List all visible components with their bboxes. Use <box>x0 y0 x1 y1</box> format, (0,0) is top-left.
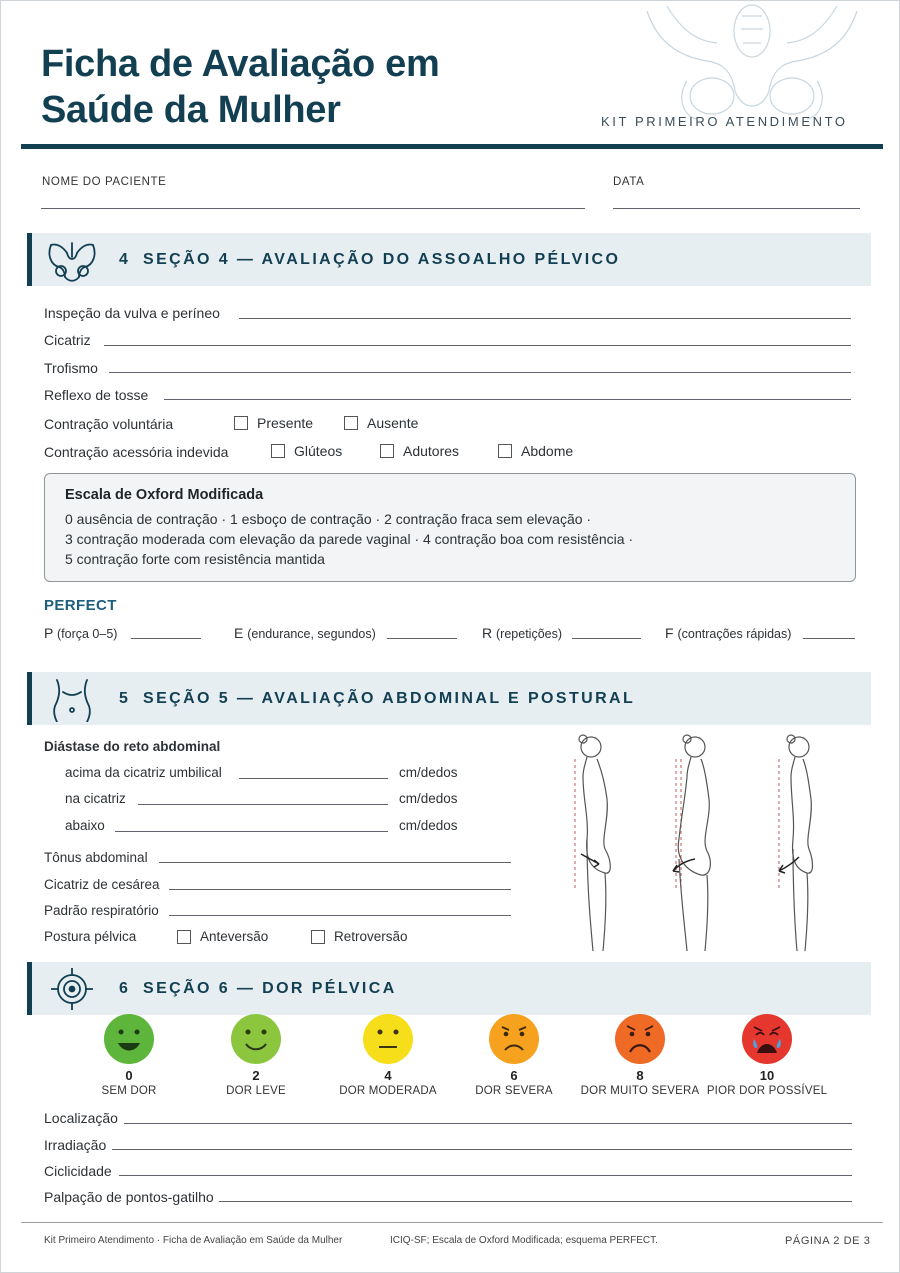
perfect-title: PERFECT <box>44 597 117 614</box>
checkbox-retroversion[interactable] <box>311 929 408 944</box>
section-4-number: 4 <box>119 251 130 268</box>
kit-label: KIT PRIMEIRO ATENDIMENTO <box>601 114 848 129</box>
footer-divider <box>21 1222 883 1223</box>
date-field[interactable] <box>613 208 860 209</box>
perfect-p-label <box>44 625 117 641</box>
diastasis-below-line[interactable] <box>115 831 388 832</box>
face-10-icon <box>742 1014 792 1064</box>
perfect-e-line[interactable] <box>387 638 457 639</box>
checkbox[interactable] <box>271 444 285 458</box>
voluntary-contraction-label: Contração voluntária <box>44 416 174 432</box>
checkbox-absent[interactable] <box>344 415 418 431</box>
vulva-inspection-line[interactable] <box>239 318 851 319</box>
field-scar <box>44 332 91 348</box>
footer-page-number: PÁGINA 2 DE 3 <box>785 1235 871 1247</box>
pain-value-0: 0 <box>125 1068 133 1083</box>
title-line-1: Ficha de Avaliação em <box>41 43 440 85</box>
pain-scale-faces <box>91 1011 811 1071</box>
field-abdominal-tone: Tônus abdominal <box>44 850 148 865</box>
field-label: Reflexo de tosse <box>44 387 149 403</box>
cyclicity-line[interactable] <box>119 1175 852 1176</box>
page-title <box>41 41 440 133</box>
section-4-header <box>27 233 871 286</box>
section-6-title: SEÇÃO 6 — DOR PÉLVICA <box>143 980 397 997</box>
perfect-r-label <box>482 625 562 641</box>
date-label: DATA <box>613 176 645 188</box>
checkbox-adutores[interactable] <box>380 443 459 459</box>
posture-figure-retroversion <box>779 735 813 951</box>
face-8-icon <box>615 1014 665 1064</box>
field-label: Cicatriz <box>44 332 91 348</box>
field-trigger-points: Palpação de pontos-gatilho <box>44 1189 214 1205</box>
cough-reflex-line[interactable] <box>164 399 851 400</box>
perfect-f-line[interactable] <box>803 638 855 639</box>
diastasis-above-line[interactable] <box>239 778 388 779</box>
field-cough-reflex <box>44 387 148 403</box>
diastasis-title: Diástase do reto abdominal <box>44 739 221 754</box>
posture-figures <box>561 729 861 954</box>
abdomen-icon <box>45 676 99 722</box>
field-cesarean-scar: Cicatriz de cesárea <box>44 877 160 892</box>
field-trophism <box>44 360 98 376</box>
abdominal-tone-line[interactable] <box>159 862 511 863</box>
pain-label-4: DOR MODERADA <box>339 1085 437 1097</box>
checkbox-label: Anteversão <box>200 929 269 944</box>
pelvic-posture-label: Postura pélvica <box>44 929 137 944</box>
checkbox-anteversion[interactable] <box>177 929 268 944</box>
section-5-number: 5 <box>119 690 130 707</box>
perfect-r-line[interactable] <box>572 638 641 639</box>
checkbox[interactable] <box>177 930 191 944</box>
checkbox-label: Presente <box>257 415 314 431</box>
section-4-title: SEÇÃO 4 — AVALIAÇÃO DO ASSOALHO PÉLVICO <box>143 251 621 268</box>
header-divider <box>21 144 883 149</box>
field-breathing-pattern: Padrão respiratório <box>44 903 159 918</box>
diastasis-below-label: abaixo <box>65 818 105 833</box>
pain-label-8: DOR MUITO SEVERA <box>580 1085 700 1097</box>
face-4-icon <box>363 1014 413 1064</box>
pain-value-6: 6 <box>510 1068 518 1083</box>
location-line[interactable] <box>124 1123 852 1124</box>
perfect-e-label <box>234 625 376 641</box>
face-6-icon <box>489 1014 539 1064</box>
pelvis-icon <box>45 237 99 283</box>
oxford-line-3: 5 contração forte com resistência mantida <box>65 551 325 567</box>
checkbox-label: Abdome <box>521 443 574 459</box>
posture-figure-neutral <box>575 735 610 951</box>
pain-value-10: 10 <box>759 1068 775 1083</box>
scar-line[interactable] <box>104 345 851 346</box>
posture-figure-anteversion <box>673 735 710 951</box>
oxford-line-2: 3 contração moderada com elevação da parede vaginal · 4 contração boa com resistência · <box>65 531 634 547</box>
pain-value-8: 8 <box>636 1068 644 1083</box>
section-bar <box>27 233 32 286</box>
checkbox-present[interactable] <box>234 415 313 431</box>
checkbox-label: Retroversão <box>334 929 408 944</box>
field-vulva-inspection <box>44 305 220 321</box>
face-0-icon <box>104 1014 154 1064</box>
trophism-line[interactable] <box>109 372 851 373</box>
field-cyclicity: Ciclicidade <box>44 1163 112 1179</box>
perfect-p-line[interactable] <box>131 638 201 639</box>
checkbox[interactable] <box>344 416 358 430</box>
footer-left: Kit Primeiro Atendimento · Ficha de Avaliação em Saúde da Mulher <box>44 1235 343 1246</box>
field-location: Localização <box>44 1110 118 1126</box>
pain-label-0: SEM DOR <box>101 1085 157 1097</box>
diastasis-below-unit: cm/dedos <box>399 818 458 833</box>
breathing-pattern-line[interactable] <box>169 915 511 916</box>
patient-name-field[interactable] <box>41 208 585 209</box>
checkbox-label: Ausente <box>367 415 419 431</box>
diastasis-at-line[interactable] <box>138 804 388 805</box>
perfect-letter: R <box>482 625 493 641</box>
checkbox[interactable] <box>234 416 248 430</box>
checkbox[interactable] <box>498 444 512 458</box>
diastasis-at-label: na cicatriz <box>65 791 126 806</box>
footer-center: ICIQ-SF; Escala de Oxford Modificada; esquema PERFECT. <box>390 1235 658 1246</box>
pain-label-10: PIOR DOR POSSÍVEL <box>706 1085 828 1097</box>
field-irradiation: Irradiação <box>44 1137 107 1153</box>
perfect-letter: F <box>665 625 674 641</box>
section-5-title: SEÇÃO 5 — AVALIAÇÃO ABDOMINAL E POSTURAL <box>143 690 636 707</box>
oxford-title: Escala de Oxford Modificada <box>65 487 264 503</box>
section-6-header <box>27 962 871 1015</box>
checkbox-label: Adutores <box>403 443 460 459</box>
perfect-desc: (contrações rápidas) <box>677 627 792 641</box>
pain-value-2: 2 <box>252 1068 260 1083</box>
perfect-desc: (força 0–5) <box>56 627 118 641</box>
checkbox[interactable] <box>380 444 394 458</box>
oxford-line-1: 0 ausência de contração · 1 esboço de contração · 2 contração fraca sem elevação · <box>65 511 592 527</box>
perfect-desc: (endurance, segundos) <box>247 627 376 641</box>
perfect-letter: E <box>234 625 244 641</box>
face-2-icon <box>231 1014 281 1064</box>
pelvis-watermark-icon <box>637 1 867 121</box>
pain-value-4: 4 <box>384 1068 392 1083</box>
diastasis-above-label: acima da cicatriz umbilical <box>65 765 222 780</box>
trigger-points-line[interactable] <box>219 1201 852 1202</box>
checkbox-gluteos[interactable] <box>271 443 342 459</box>
pain-label-6: DOR SEVERA <box>475 1085 553 1097</box>
accessory-contraction-label: Contração acessória indevida <box>44 444 229 460</box>
checkbox-label: Glúteos <box>294 443 343 459</box>
section-bar <box>27 672 32 725</box>
target-icon <box>45 966 99 1012</box>
checkbox-abdome[interactable] <box>498 443 573 459</box>
section-5-header <box>27 672 871 725</box>
perfect-f-label <box>665 625 791 641</box>
title-line-2: Saúde da Mulher <box>41 89 341 131</box>
perfect-desc: (repetições) <box>496 627 563 641</box>
section-bar <box>27 962 32 1015</box>
pain-label-2: DOR LEVE <box>226 1085 286 1097</box>
oxford-scale-box <box>44 473 856 582</box>
checkbox[interactable] <box>311 930 325 944</box>
section-6-number: 6 <box>119 980 130 997</box>
diastasis-above-unit: cm/dedos <box>399 765 458 780</box>
field-label: Trofismo <box>44 360 98 376</box>
irradiation-line[interactable] <box>112 1149 852 1150</box>
diastasis-at-unit: cm/dedos <box>399 791 458 806</box>
patient-name-label: NOME DO PACIENTE <box>42 176 167 188</box>
perfect-letter: P <box>44 625 54 641</box>
field-label: Inspeção da vulva e períneo <box>44 305 220 321</box>
cesarean-scar-line[interactable] <box>169 889 511 890</box>
